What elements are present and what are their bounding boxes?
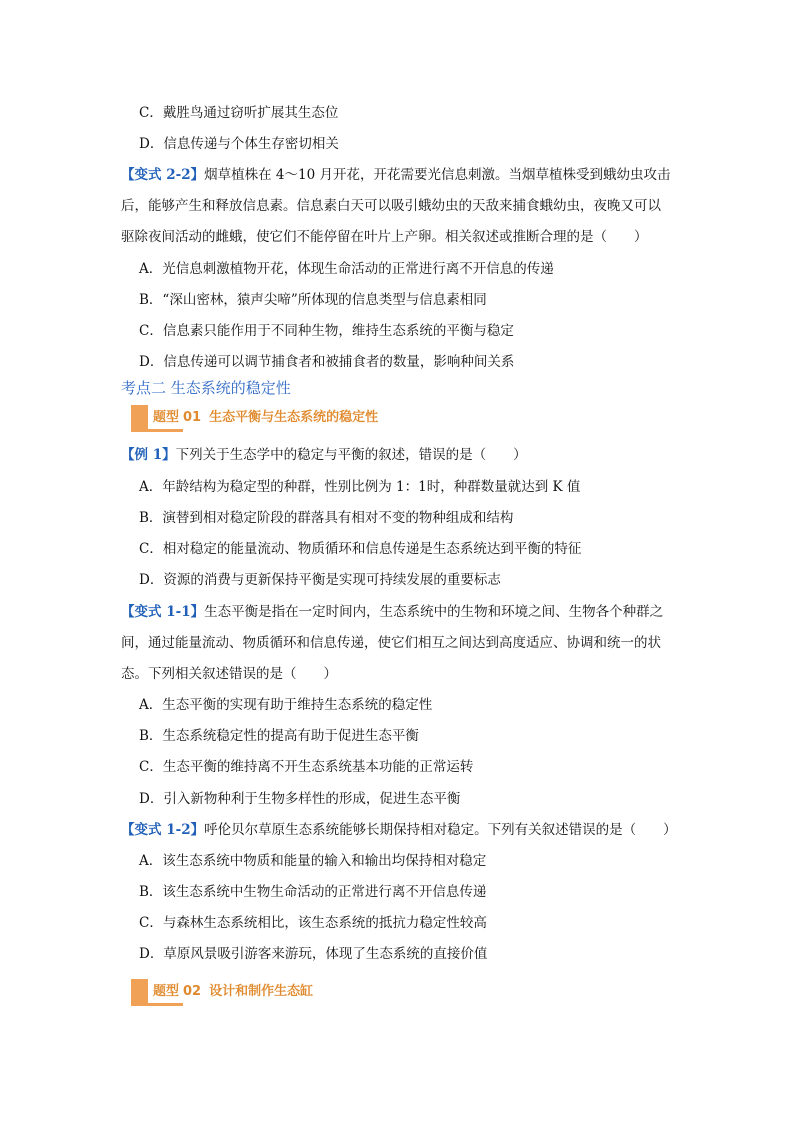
option-c: C．与森林生态系统相比，该生态系统的抵抗力稳定性较高: [139, 915, 487, 931]
option-b: B．该生态系统中生物生命活动的正常进行离不开信息传递: [139, 884, 487, 900]
type-number: 02: [183, 984, 202, 999]
option-d: D．草原风景吸引游客来游玩，体现了生态系统的直接价值: [139, 946, 488, 962]
heading-marker: [131, 979, 148, 1003]
option-b: B．“深山密林，猿声尖啼”所体现的信息类型与信息素相同: [139, 292, 487, 308]
stem-line: 间，通过能量流动、物质循环和信息传递，使它们相互之间达到高度适应、协调和统一的状: [121, 635, 661, 651]
option-a: A．生态平衡的实现有助于维持生态系统的稳定性: [139, 697, 433, 713]
option-d: D．信息传递可以调节捕食者和被捕食者的数量，影响种间关系: [139, 354, 515, 370]
type-label: 题型: [153, 984, 180, 999]
section-title: 考点二 生态系统的稳定性: [121, 379, 291, 397]
type-heading: [131, 979, 391, 1005]
stem-line: 下列关于生态学中的稳定与平衡的叙述，错误的是（ ）: [175, 447, 527, 463]
type-number: 01: [183, 410, 202, 425]
option-b: B．生态系统稳定性的提高有助于促进生态平衡: [139, 728, 419, 744]
option-d: D．信息传递与个体生存密切相关: [139, 136, 339, 152]
option-b: B．演替到相对稳定阶段的群落具有相对不变的物种组成和结构: [139, 510, 514, 526]
question-tag: 【变式 2-2】: [121, 167, 205, 183]
stem-line: 后，能够产生和释放信息素。信息素白天可以吸引蛾幼虫的天敌来捕食蛾幼虫，夜晚又可以: [121, 198, 661, 214]
option-c: C．戴胜鸟通过窃听扩展其生态位: [139, 105, 339, 121]
type-title: 设计和制作生态缸: [209, 984, 314, 999]
type-heading: [131, 405, 391, 431]
type-label: 题型: [153, 410, 180, 425]
option-a: A．年龄结构为稳定型的种群，性别比例为 1：1时，种群数量就达到 K 值: [139, 479, 581, 495]
heading-marker: [131, 405, 148, 429]
option-a: A．光信息刺激植物开花，体现生命活动的正常进行离不开信息的传递: [139, 261, 554, 277]
question-stem: [121, 603, 663, 621]
stem-line: 生态平衡是指在一定时间内，生态系统中的生物和环境之间、生物各个种群之: [204, 604, 664, 620]
stem-line: 烟草植株在 4～10 月开花，开花需要光信息刺激。当烟草植株受到蛾幼虫攻击: [204, 167, 671, 183]
heading-underline: [131, 429, 183, 432]
option-c: C．相对稳定的能量流动、物质循环和信息传递是生态系统达到平衡的特征: [139, 541, 582, 557]
question-tag: 【变式 1-1】: [121, 604, 205, 620]
type-heading-text: [153, 983, 313, 1001]
option-d: D．引入新物种利于生物多样性的形成，促进生态平衡: [139, 791, 461, 807]
option-a: A．该生态系统中物质和能量的输入和输出均保持相对稳定: [139, 853, 487, 869]
question-tag: 【变式 1-2】: [121, 822, 205, 838]
option-c: C．信息素只能作用于不同种生物，维持生态系统的平衡与稳定: [139, 323, 514, 339]
stem-line: 呼伦贝尔草原生态系统能够长期保持相对稳定。下列有关叙述错误的是（ ）: [204, 822, 677, 838]
question-stem: [121, 166, 670, 184]
question-stem: [121, 446, 527, 464]
stem-line: 驱除夜间活动的雌蛾，使它们不能停留在叶片上产卵。相关叙述或推断合理的是（ ）: [121, 229, 648, 245]
type-title: 生态平衡与生态系统的稳定性: [209, 410, 379, 425]
question-stem: [121, 821, 677, 839]
option-c: C．生态平衡的维持离不开生态系统基本功能的正常运转: [139, 759, 474, 775]
option-d: D．资源的消费与更新保持平衡是实现可持续发展的重要标志: [139, 572, 501, 588]
question-tag: 【例 1】: [121, 447, 176, 463]
type-heading-text: [153, 409, 378, 427]
stem-line: 态。下列相关叙述错误的是（ ）: [121, 666, 337, 682]
heading-underline: [131, 1003, 183, 1006]
